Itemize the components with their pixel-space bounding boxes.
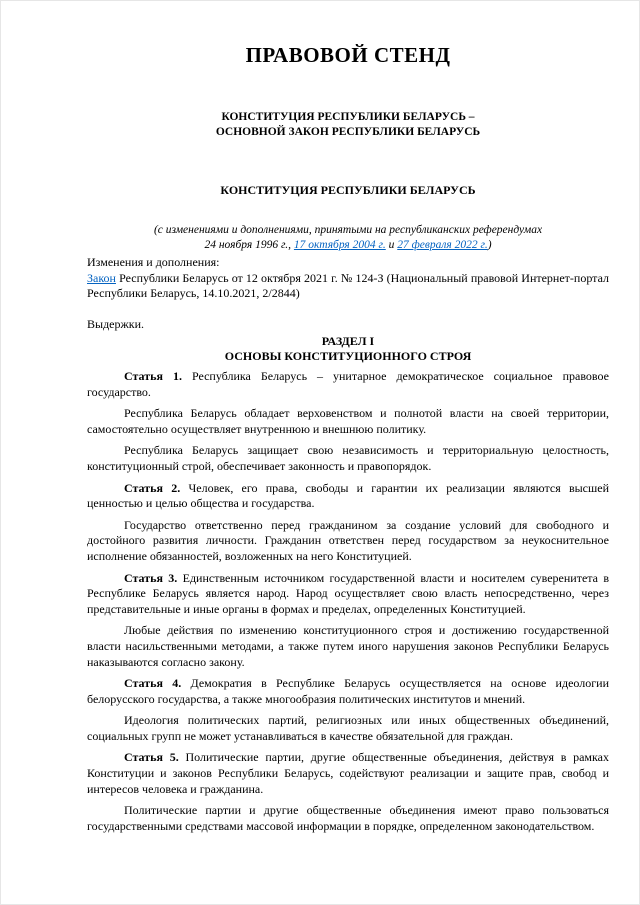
article-paragraph [87, 713, 609, 744]
article-number: Статья 1. [124, 369, 182, 383]
law-citation [87, 271, 609, 302]
section-number: РАЗДЕЛ I [321, 334, 375, 348]
amendments-line-1: (с изменениями и дополнениями, принятыми на республиканских референдумах [153, 224, 543, 236]
paragraph-text: Человек, его права, свободы и гарантии их реализации являются высшей ценностью и целью общества и государства. [87, 480, 609, 511]
paragraph-text: Идеология политических партий, религиозных или иных общественных объединений, социальных групп не может устанавливаться в качестве обязательной для граждан. [87, 713, 609, 743]
article-paragraph [87, 443, 609, 474]
paragraph-text: Политические партии, другие общественные объединения, действуя в рамках Конституции и законов Республики Беларусь, содействуют реализации и защите прав, свобод и интересов человека и гражданина. [87, 750, 609, 796]
article-number: Статья 3. [124, 570, 178, 585]
changes-heading: Изменения и дополнения: [87, 255, 220, 269]
article-paragraph [87, 803, 609, 834]
excerpts-label: Выдержки. [87, 316, 145, 331]
paragraph-text: Республика Беларусь обладает верховенством и полнотой власти на своей территории, самостоятельно осуществляет внутреннюю и внешнюю политику. [87, 406, 609, 436]
section-title: ОСНОВЫ КОНСТИТУЦИОННОГО СТРОЯ [224, 349, 472, 363]
article-paragraph [87, 676, 609, 707]
amendments-line-2-middle: и [385, 239, 398, 251]
law-citation-text: Республики Беларусь от 12 октября 2021 г. № 124-З (Национальный правовой Интернет-портал Республики Беларусь, 14.10.2021, 2/2844) [87, 270, 609, 300]
article-paragraph [87, 623, 609, 670]
article-paragraph [87, 518, 609, 565]
constitution-banner [87, 110, 609, 140]
articles-body [87, 369, 609, 834]
amendments-line-2-prefix: 24 ноября 1996 г., [204, 239, 294, 251]
article-paragraph [87, 571, 609, 618]
paragraph-text: Политические партии и другие общественные объединения имеют право пользоваться государственными средствами массовой информации в порядке, определенном законодательством. [87, 803, 609, 833]
page-title: ПРАВОВОЙ СТЕНД [245, 43, 451, 67]
amendment-link-2022[interactable]: 27 февраля 2022 г. [397, 239, 488, 251]
doc-title: КОНСТИТУЦИЯ РЕСПУБЛИКИ БЕЛАРУСЬ [220, 183, 476, 197]
article-paragraph [87, 369, 609, 400]
section-heading [87, 334, 609, 364]
banner-line-1: КОНСТИТУЦИЯ РЕСПУБЛИКИ БЕЛАРУСЬ – [221, 111, 475, 123]
article-paragraph [87, 406, 609, 437]
law-link[interactable]: Закон [87, 270, 116, 285]
article-number: Статья 4. [124, 676, 182, 691]
paragraph-text: Республика Беларусь защищает свою независимость и территориальную целостность, конституционный строй, обеспечивает законность и правопорядок. [87, 443, 609, 473]
amendment-link-2004[interactable]: 17 октября 2004 г. [293, 239, 386, 251]
paragraph-text: Любые действия по изменению конституционного строя и достижению государственной власти насильственными методами, а также путем иного нарушения законов Республики Беларусь наказываются согласно закону. [87, 623, 609, 669]
paragraph-text: Государство ответственно перед гражданином за создание условий для свободного и достойного развития личности. Гражданин ответствен перед государством за неукоснительное исполнение обязанностей, возложенных на него Конституцией. [87, 517, 609, 563]
amendments-note [87, 223, 609, 253]
paragraph-text: Единственным источником государственной власти и носителем суверенитета в Республике Беларусь является народ. Народ осуществляет свою власть непосредственно, через представительные и иные органы в формах и пределах, определенных Конституцией. [87, 570, 609, 616]
amendments-line-2-suffix: ) [487, 239, 492, 251]
paragraph-text: Республика Беларусь – унитарное демократическое социальное правовое государство. [87, 369, 609, 399]
banner-line-2: ОСНОВНОЙ ЗАКОН РЕСПУБЛИКИ БЕЛАРУСЬ [215, 126, 481, 138]
paragraph-text: Демократия в Республике Беларусь осуществляется на основе идеологии белорусского государства, а также многообразия политических институтов и мнений. [87, 676, 609, 706]
article-paragraph [87, 481, 609, 512]
article-paragraph [87, 750, 609, 797]
article-number: Статья 2. [124, 480, 181, 495]
article-number: Статья 5. [124, 750, 179, 765]
